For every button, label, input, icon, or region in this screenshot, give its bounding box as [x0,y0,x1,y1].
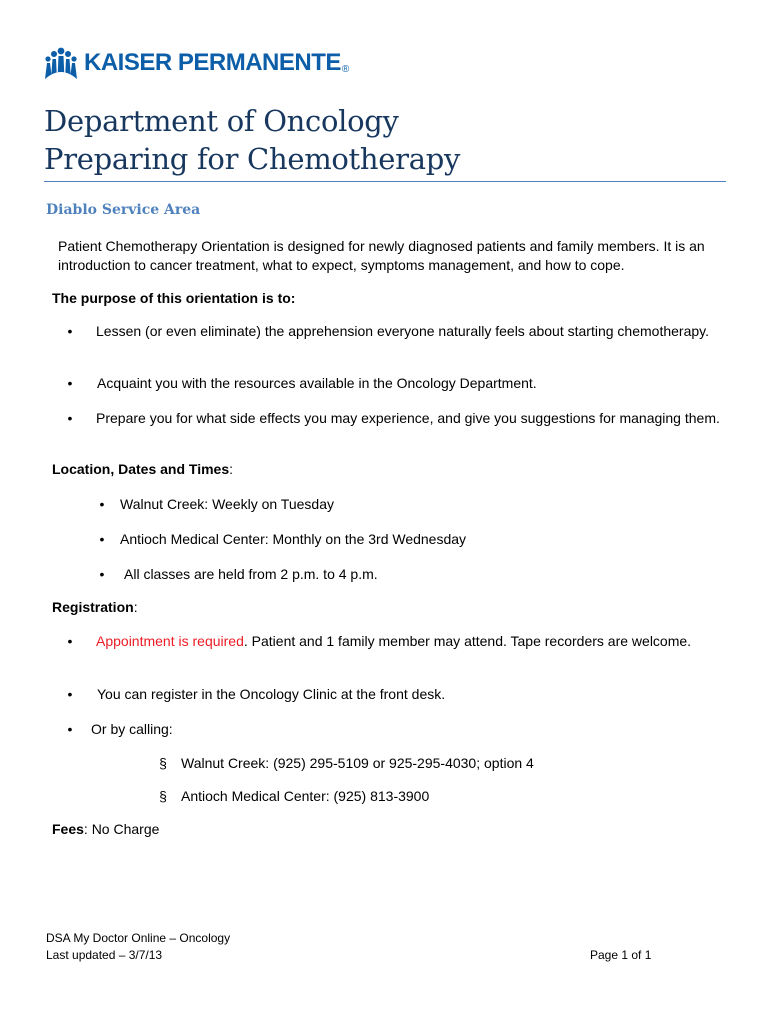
intro-paragraph: Patient Chemotherapy Orientation is designed for newly diagnosed patients and family members. It is an introduction to cancer treatment, what to expect, symptoms management, and how to cope. [58,238,705,273]
bullet-icon: • [99,496,105,512]
bullet-icon: • [99,531,105,547]
purpose-heading: The purpose of this orientation is to: [52,290,296,306]
fees-line: Fees: No Charge [52,821,160,837]
page-title-line2: Preparing for Chemotherapy [44,142,461,176]
footer-source: DSA My Doctor Online – Oncology [46,931,231,945]
bullet-icon: • [67,375,73,391]
appointment-required-text: Appointment is required [96,633,244,649]
registered-mark: ® [341,63,350,75]
page-number: Page 1 of 1 [590,948,652,962]
bullet-icon: • [67,323,73,339]
section-marker-icon: § [159,788,167,804]
section-marker-icon: § [159,755,167,771]
kaiser-logo [44,45,349,81]
title-divider [44,181,726,182]
footer-updated: Last updated – 3/7/13 [46,948,163,962]
bullet-icon: • [67,633,73,649]
kaiser-people-logo-icon [44,46,78,80]
bullet-icon: • [67,410,73,426]
brand-name: KAISER PERMANENTE [84,49,341,76]
bullet-icon: • [67,721,73,737]
bullet-icon: • [67,686,73,702]
service-area-heading: Diablo Service Area [46,202,201,218]
bullet-icon: • [99,566,105,582]
location-heading: Location, Dates and Times: [52,461,234,477]
page-title-line1: Department of Oncology [44,104,399,138]
registration-heading: Registration: [52,599,138,615]
